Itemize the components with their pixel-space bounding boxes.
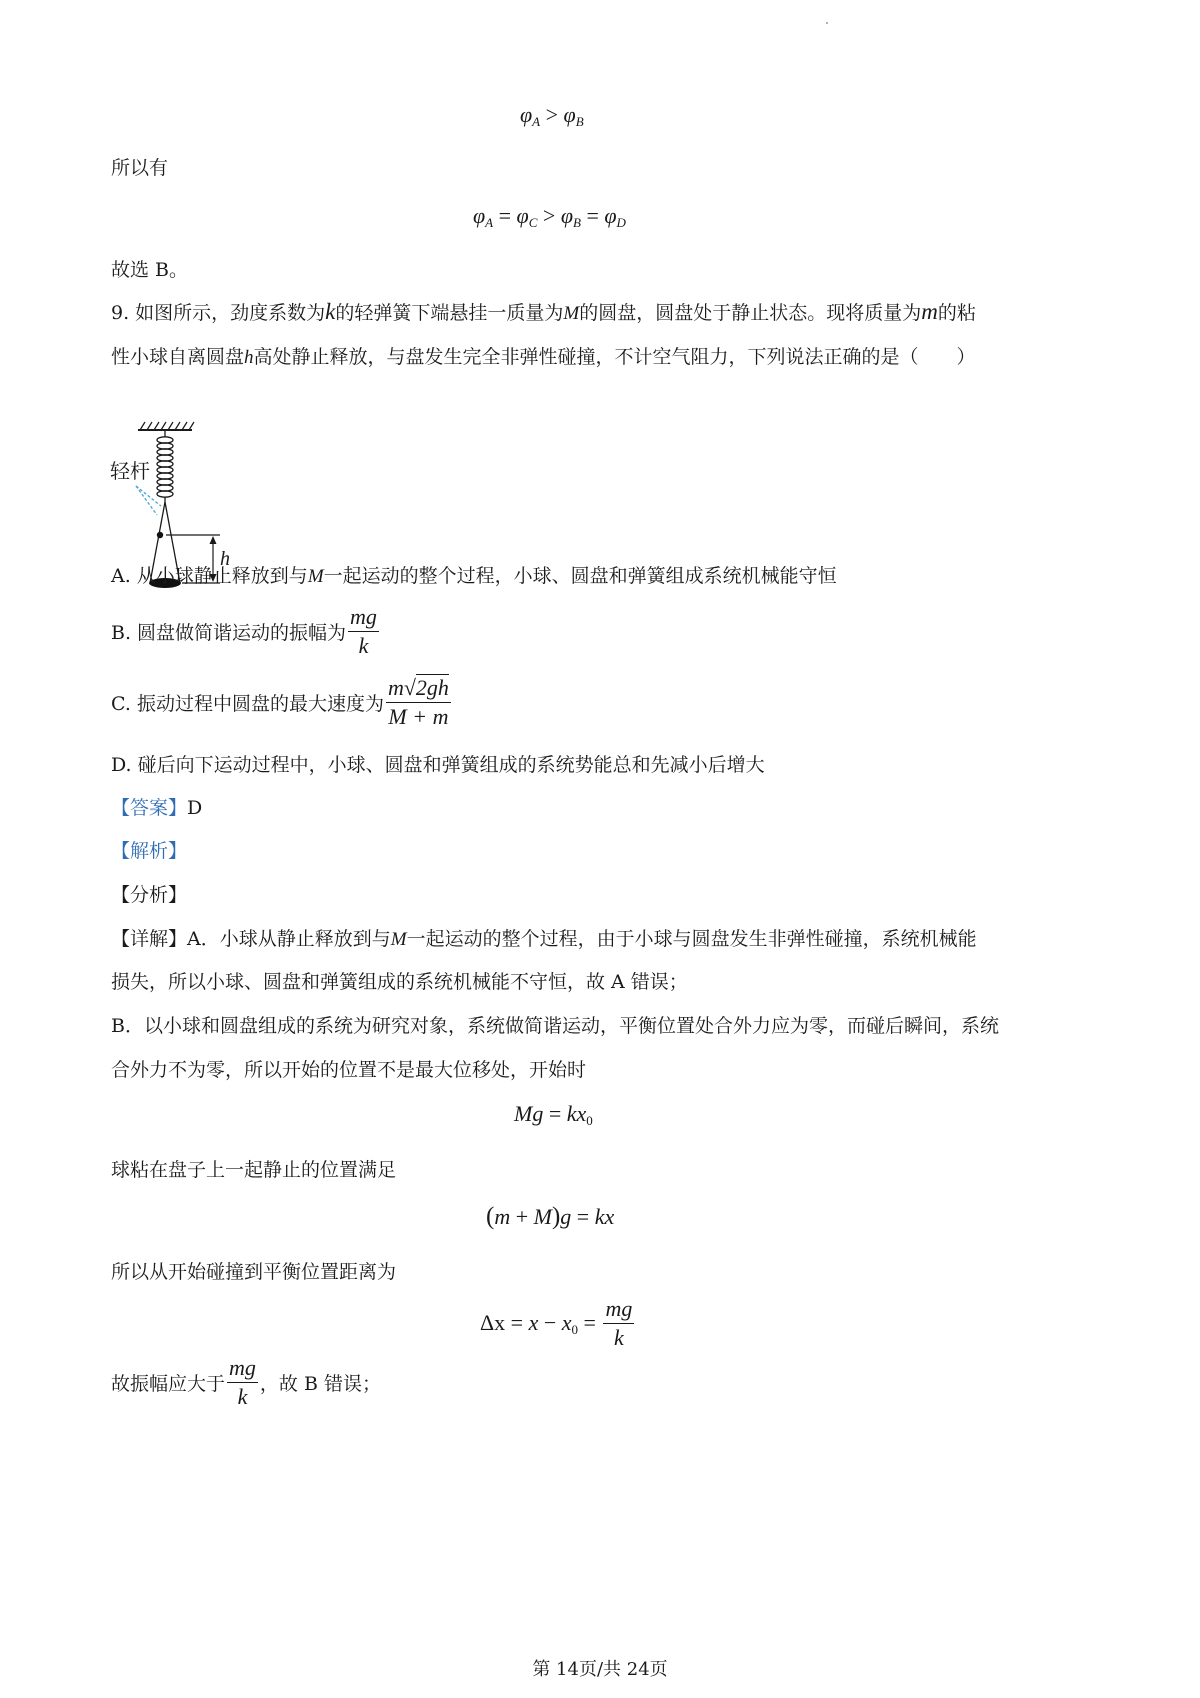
detail-line-1: 【详解】A．小球从静止释放到与M一起运动的整个过程，由于小球与圆盘发生非弹性碰撞，系统机械能 [111,928,977,950]
equation-delta-x: $\Delta x = x - x_0$ = $\frac{mg}{k}$ [480,1296,633,1350]
question-line-2: 性小球自离圆盘h高处静止释放，与盘发生完全非弹性碰撞，不计空气阻力，下列说法正确的是（ ） [111,346,976,368]
option-b: B. 圆盘做简谐运动的振幅为 $\frac{mg}{k}$ [111,604,377,658]
equation-phi-chain: $\varphi_A = \varphi_C > \varphi_B = \varphi_D$ [473,203,626,230]
text-choose-b: 故选 B。 [111,259,189,281]
page-footer: 第 14页/共 24页 [532,1659,668,1680]
answer: 【答案】D [111,797,203,819]
fenxi-tag: 【分析】 [111,884,188,906]
analysis-tag: 【解析】 [111,840,188,862]
equation-mMg-kx: (m + M)g = kx [486,1203,615,1230]
option-d: D. 碰后向下运动过程中，小球、圆盘和弹簧组成的系统势能总和先减小后增大 [111,754,765,776]
option-a: A. 从小球静止释放到与M一起运动的整个过程，小球、圆盘和弹簧组成系统机械能守恒 [111,565,837,587]
equation-mg-kx0: $Mg = kx_0$ [514,1101,593,1128]
conclusion-line: 故振幅应大于 $\frac{mg}{k}$ ，故 B 错误； [111,1355,381,1409]
detail-line-4: 合外力不为零，所以开始的位置不是最大位移处，开始时 [111,1059,587,1081]
question-line-1: 9. 如图所示，劲度系数为k的轻弹簧下端悬挂一质量为M的圆盘，圆盘处于静止状态。现将质量为m的粘 [111,299,976,324]
option-c: C. 振动过程中圆盘的最大速度为 $\frac{m√2gh}{M + m}$ [111,675,449,729]
detail-line-2: 损失，所以小球、圆盘和弹簧组成的系统机械能不守恒，故 A 错误； [111,971,688,993]
h-label: h [220,548,230,570]
page-dot-mark [826,22,828,24]
rod-label: 轻杆 [110,459,150,483]
text-stick: 球粘在盘子上一起静止的位置满足 [111,1159,397,1181]
equation-phiA-gt-phiB: $\varphi_A > \varphi_B$ [520,102,584,129]
text-distance: 所以从开始碰撞到平衡位置距离为 [111,1261,397,1283]
text-so: 所以有 [111,157,169,179]
detail-line-3: B．以小球和圆盘组成的系统为研究对象，系统做简谐运动，平衡位置处合外力应为零，而碰后瞬间，系统 [111,1015,999,1037]
